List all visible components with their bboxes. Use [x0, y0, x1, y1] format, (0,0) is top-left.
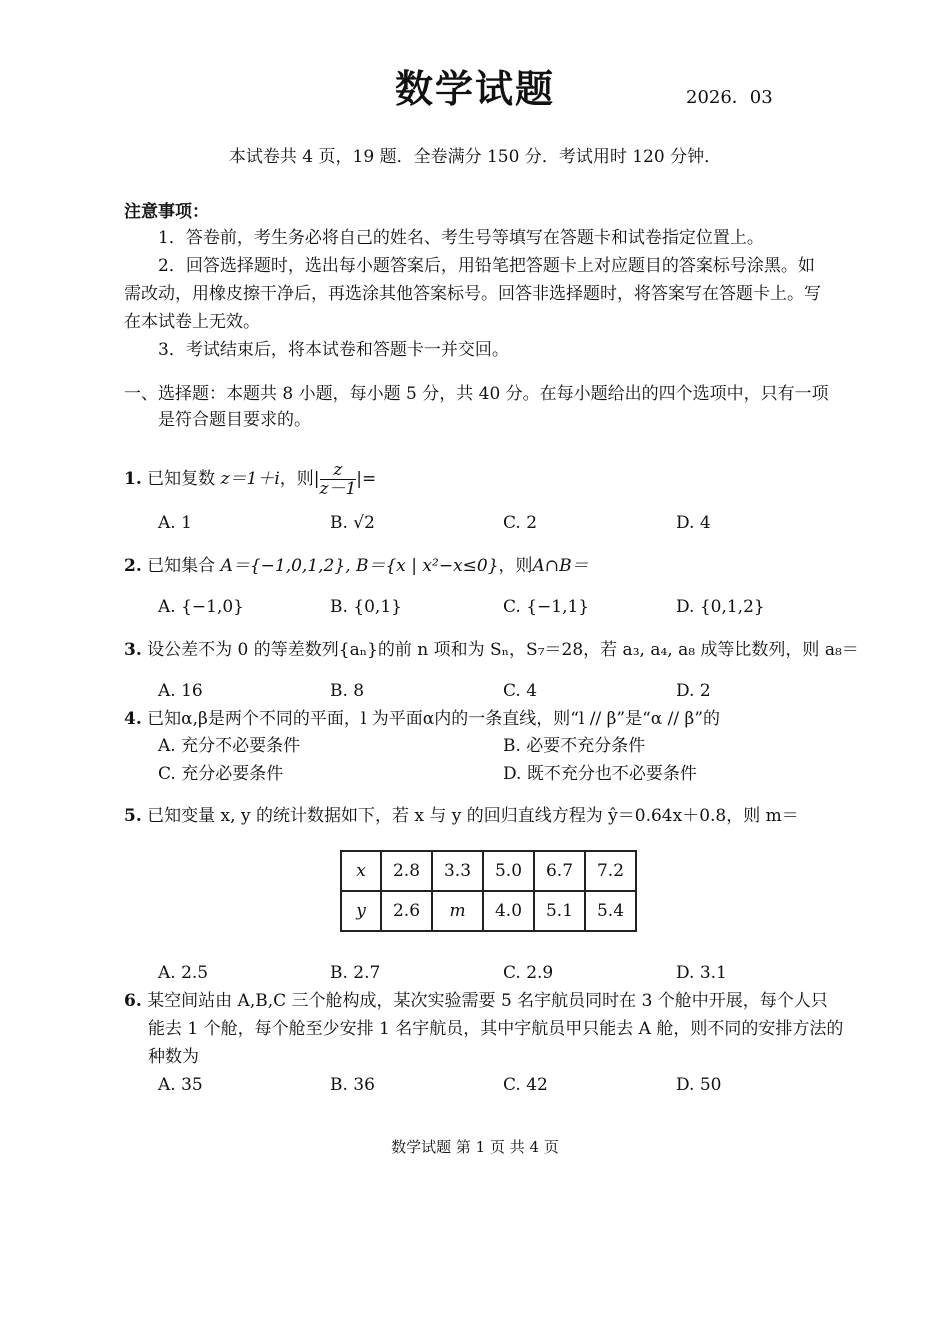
q5-option-b: B. 2.7 — [330, 963, 381, 983]
notes-item-2-line2: 需改动，用橡皮擦干净后，再选涂其他答案标号。回答非选择题时，将答案写在答题卡上。写 — [124, 284, 821, 304]
q4-option-c: C. 充分必要条件 — [158, 764, 284, 784]
q1-option-a: A. 1 — [158, 513, 192, 533]
table-row — [341, 891, 636, 931]
q1-option-d: D. 4 — [676, 513, 711, 533]
table-cell: 5.1 — [534, 891, 585, 931]
notes-item-2-line1: 2．回答选择题时，选出每小题答案后，用铅笔把答题卡上对应题目的答案标号涂黑。如 — [158, 256, 815, 276]
q4-option-a: A. 充分不必要条件 — [158, 736, 301, 756]
q2-option-c: C. {−1,1} — [503, 597, 590, 617]
q3-option-a: A. 16 — [158, 681, 203, 701]
table-header-x: x — [341, 851, 381, 891]
notes-item-2-line3: 在本试卷上无效。 — [124, 312, 260, 332]
table-cell: m — [432, 891, 483, 931]
page-footer: 数学试题 第 1 页 共 4 页 — [391, 1138, 559, 1156]
table-cell: 2.6 — [381, 891, 432, 931]
exam-date: 2026．03 — [686, 87, 773, 108]
q1-option-b: B. √2 — [330, 513, 375, 533]
q6-option-d: D. 50 — [676, 1075, 722, 1095]
q5-option-c: C. 2.9 — [503, 963, 554, 983]
question-3: 3. 设公差不为 0 的等差数列{aₙ}的前 n 项和为 Sₙ，S₇＝28，若 a₃, a₄, a₈ 成等比数列，则 a₈＝ — [124, 640, 859, 660]
table-cell: 6.7 — [534, 851, 585, 891]
question-5: 5. 已知变量 x, y 的统计数据如下，若 x 与 y 的回归直线方程为 ŷ＝0.64x＋0.8，则 m＝ — [124, 806, 799, 826]
q3-option-b: B. 8 — [330, 681, 365, 701]
notes-item-1: 1．答卷前，考生务必将自己的姓名、考生号等填写在答题卡和试卷指定位置上。 — [158, 228, 764, 248]
section-heading-line1: 一、选择题：本题共 8 小题，每小题 5 分，共 40 分。在每小题给出的四个选项中，只有一项 — [124, 384, 829, 404]
question-number: 1. — [124, 469, 142, 489]
table-cell: 7.2 — [585, 851, 636, 891]
page-title: 数学试题 — [394, 67, 555, 111]
q6-option-b: B. 36 — [330, 1075, 375, 1095]
question-2: 2. 已知集合 A＝{−1,0,1,2}, B＝{x | x²−x≤0}，则A∩B＝ — [124, 556, 589, 576]
table-header-y: y — [341, 891, 381, 931]
q5-option-d: D. 3.1 — [676, 963, 727, 983]
q4-option-d: D. 既不充分也不必要条件 — [503, 764, 697, 784]
q5-option-a: A. 2.5 — [158, 963, 209, 983]
section-heading-line2: 是符合题目要求的。 — [158, 410, 311, 430]
notes-heading: 注意事项： — [124, 202, 209, 222]
fraction: $\frac{z}{z-1}$ — [319, 460, 357, 499]
question-6-line3: 种数为 — [148, 1047, 199, 1067]
table-cell: 5.0 — [483, 851, 534, 891]
q2-option-b: B. {0,1} — [330, 597, 402, 617]
table-cell: 3.3 — [432, 851, 483, 891]
statistics-table — [340, 850, 637, 932]
question-6-line2: 能去 1 个舱，每个舱至少安排 1 名宇航员，其中宇航员甲只能去 A 舱，则不同的安排方法的 — [148, 1019, 844, 1039]
question-1: 1. 已知复数 z＝1＋i，则| $\frac{z}{z-1}$ |= — [124, 460, 377, 499]
q4-option-b: B. 必要不充分条件 — [503, 736, 646, 756]
q2-option-d: D. {0,1,2} — [676, 597, 765, 617]
table-cell: 4.0 — [483, 891, 534, 931]
q2-option-a: A. {−1,0} — [158, 597, 244, 617]
notes-item-3: 3．考试结束后，将本试卷和答题卡一并交回。 — [158, 340, 509, 360]
q1-option-c: C. 2 — [503, 513, 538, 533]
q6-option-a: A. 35 — [158, 1075, 203, 1095]
q3-option-c: C. 4 — [503, 681, 538, 701]
q6-option-c: C. 42 — [503, 1075, 548, 1095]
q3-option-d: D. 2 — [676, 681, 711, 701]
question-4: 4. 已知α,β是两个不同的平面，l 为平面α内的一条直线，则“l // β”是“α // β”的 — [124, 709, 721, 729]
exam-intro: 本试卷共 4 页，19 题．全卷满分 150 分．考试用时 120 分钟． — [228, 147, 722, 167]
question-6: 6. 某空间站由 A,B,C 三个舱构成，某次实验需要 5 名宇航员同时在 3 个舱中开展，每个人只 — [124, 991, 828, 1011]
table-cell: 5.4 — [585, 891, 636, 931]
table-row — [341, 851, 636, 891]
table-cell: 2.8 — [381, 851, 432, 891]
